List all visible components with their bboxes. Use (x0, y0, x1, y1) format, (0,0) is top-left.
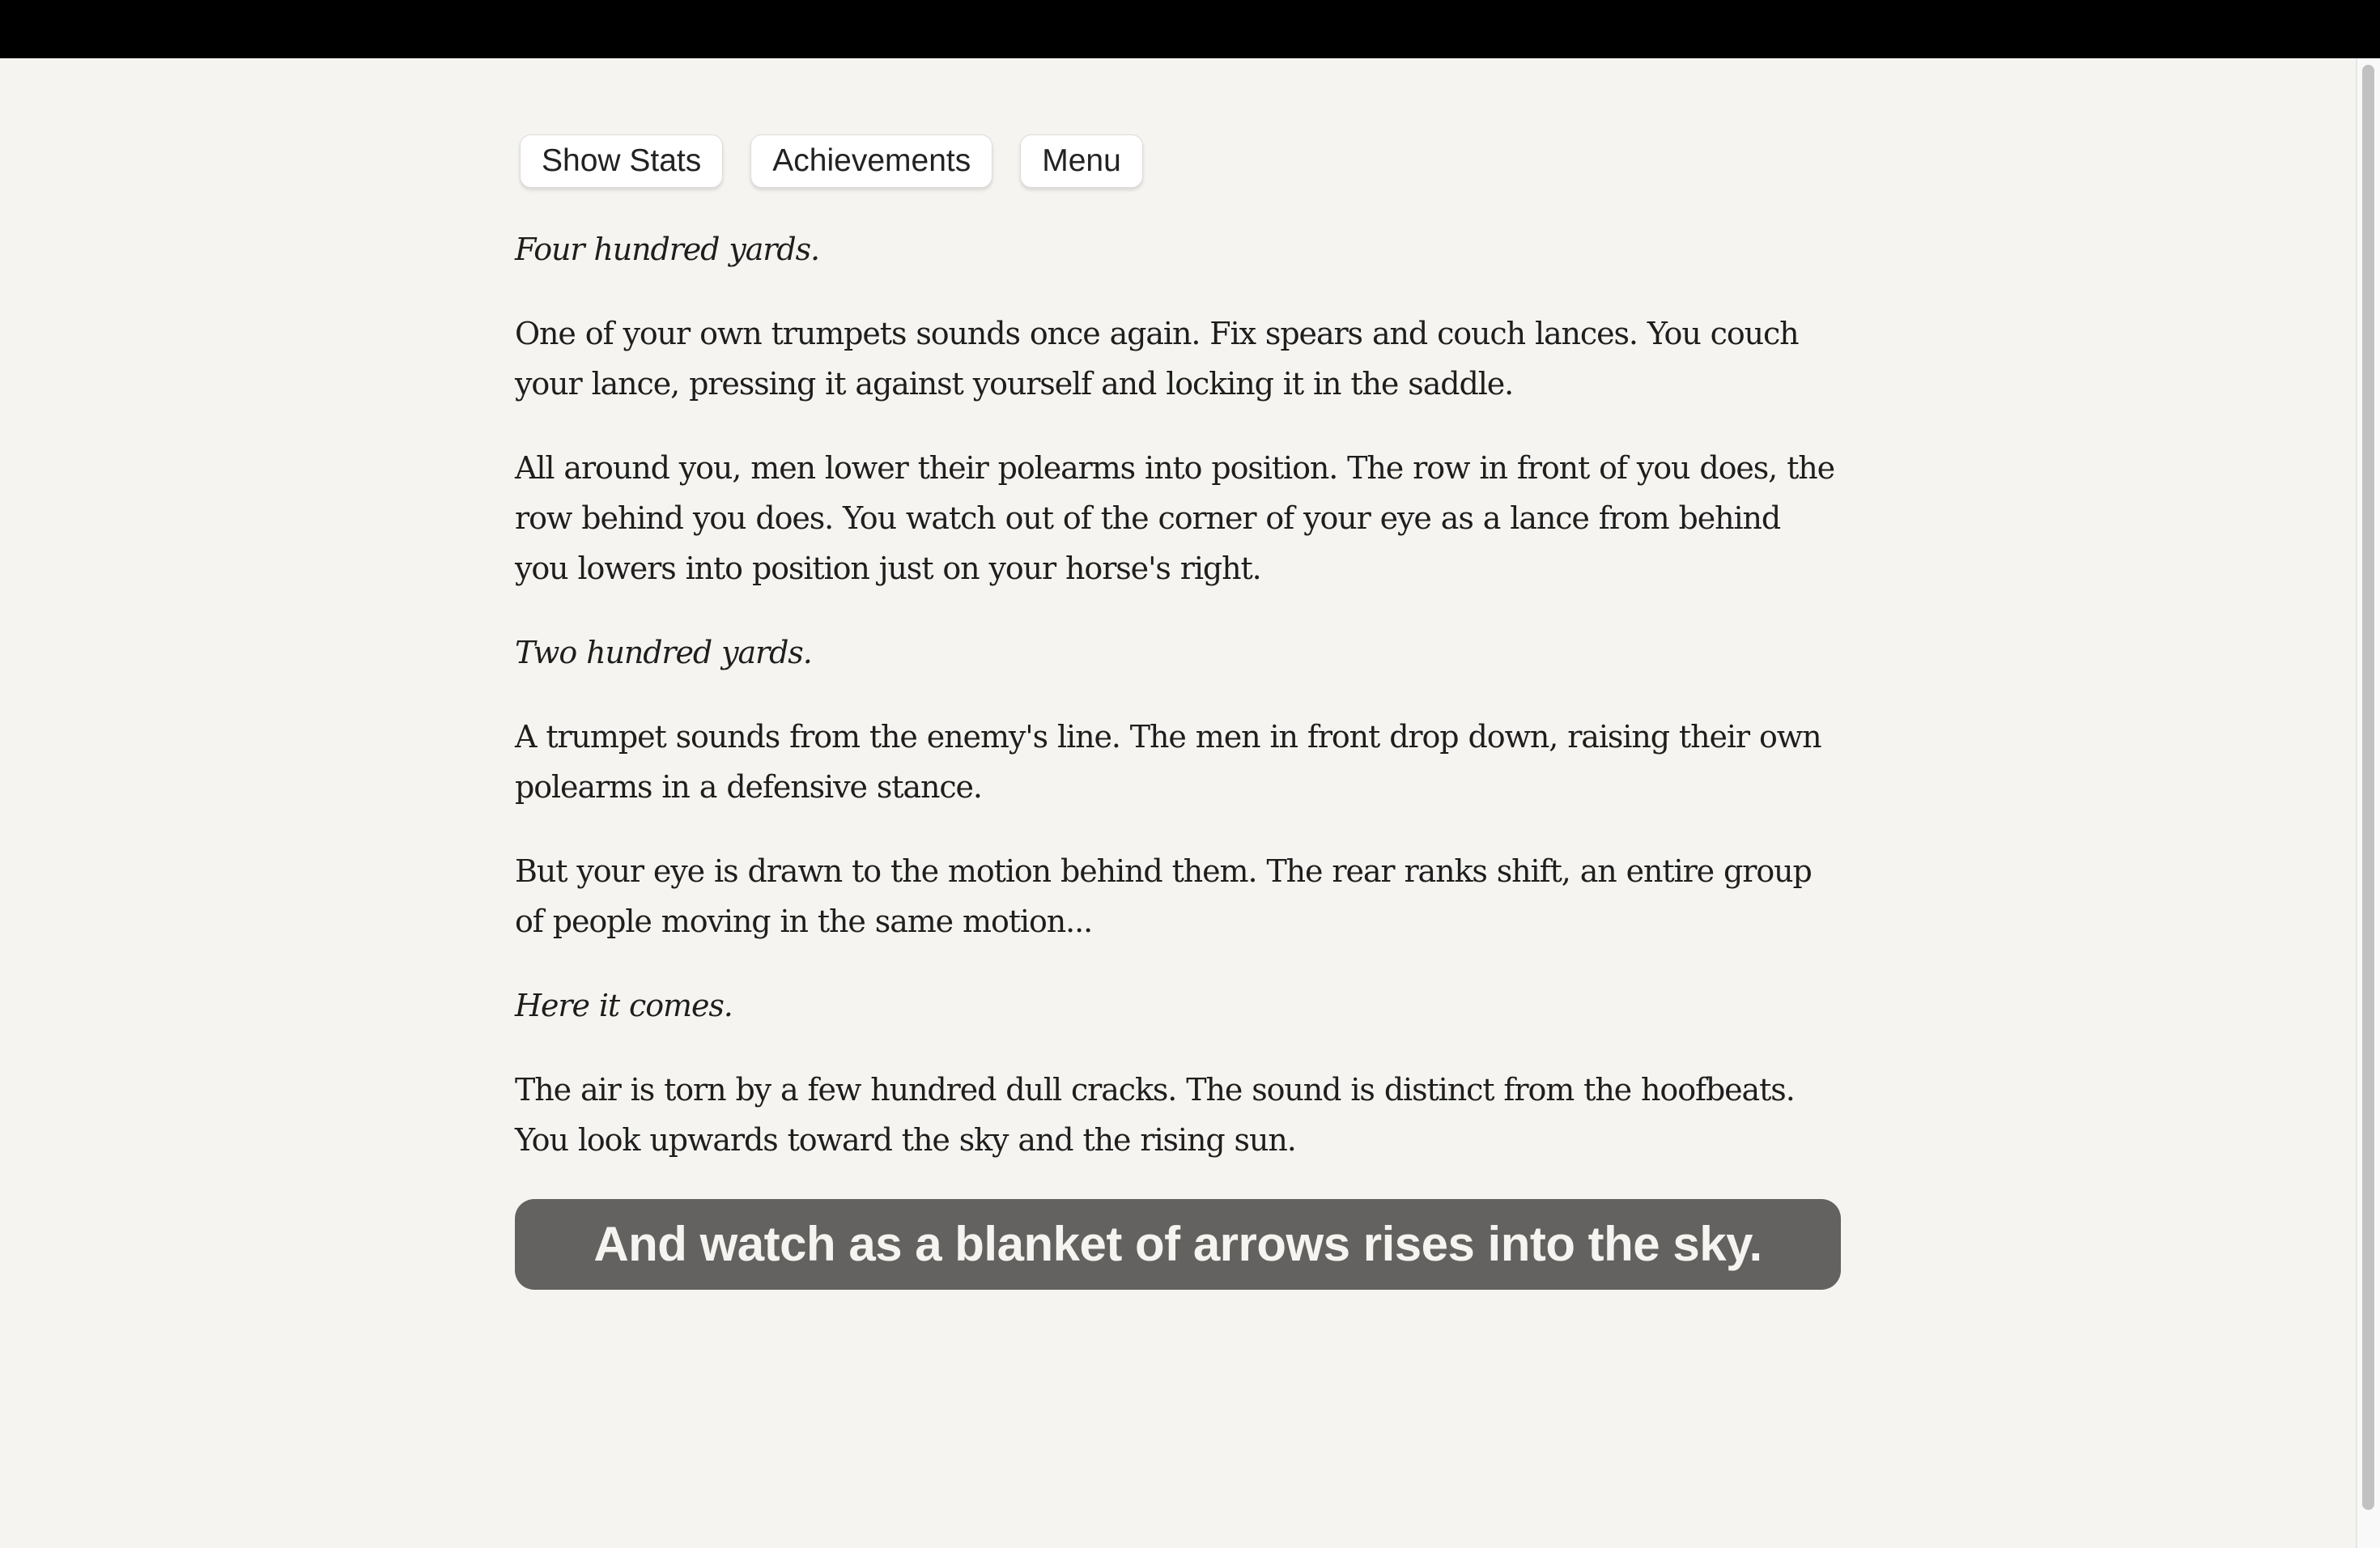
story-paragraph: But your eye is drawn to the motion behind them. The rear ranks shift, an entire group of people moving in the same motion... (515, 853, 1812, 939)
story-text (515, 224, 1841, 1165)
achievements-button[interactable]: Achievements (750, 134, 992, 188)
game-content (515, 134, 1841, 1290)
continue-choice-button[interactable]: And watch as a blanket of arrows rises into the sky. (515, 1199, 1841, 1290)
story-paragraph: Four hundred yards. (515, 232, 819, 267)
toolbar (520, 134, 1841, 188)
story-paragraph: The air is torn by a few hundred dull cracks. The sound is distinct from the hoofbeats. You look upwards toward the sky and the rising sun. (515, 1072, 1795, 1158)
vertical-scrollbar[interactable] (2356, 58, 2380, 1548)
show-stats-button[interactable]: Show Stats (520, 134, 723, 188)
story-paragraph: Here it comes. (515, 988, 733, 1023)
scrollbar-thumb[interactable] (2362, 65, 2374, 1510)
window-top-bar (0, 0, 2380, 58)
menu-button[interactable]: Menu (1020, 134, 1143, 188)
story-paragraph: Two hundred yards. (515, 635, 812, 670)
story-paragraph: All around you, men lower their polearms into position. The row in front of you does, the row behind you does. You watch out of the corner of your eye as a lance from behind you lowers into position just on your horse's right. (515, 450, 1835, 586)
story-paragraph: One of your own trumpets sounds once again. Fix spears and couch lances. You couch your lance, pressing it against yourself and locking it in the saddle. (515, 316, 1799, 402)
story-paragraph: A trumpet sounds from the enemy's line. The men in front drop down, raising their own polearms in a defensive stance. (515, 719, 1821, 805)
